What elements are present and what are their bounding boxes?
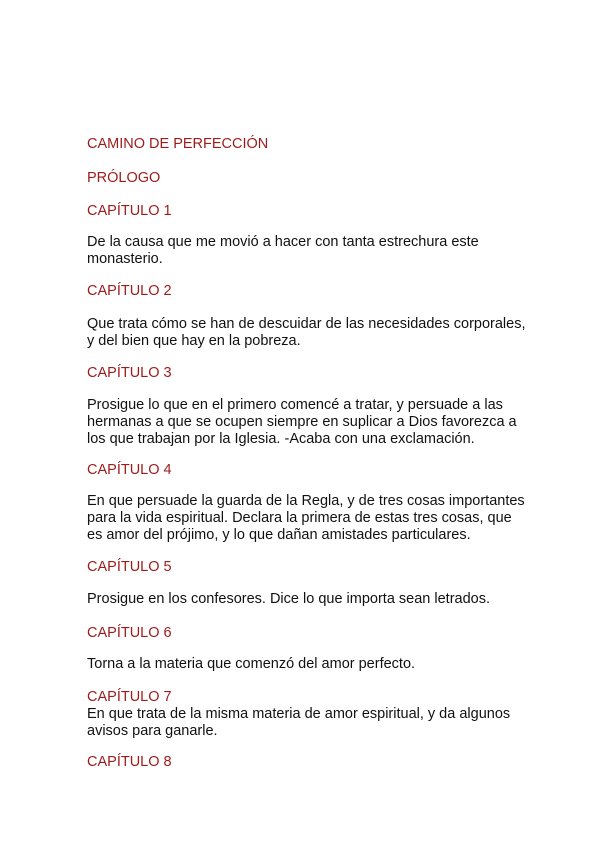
chapter-4-line-1: En que persuade la guarda de la Regla, y de tres cosas importantes <box>87 493 525 509</box>
chapter-6-line-1: Torna a la materia que comenzó del amor perfecto. <box>87 656 416 672</box>
chapter-1-line-2: monasterio. <box>87 251 163 267</box>
chapter-2-summary <box>87 316 527 350</box>
chapter-3-summary <box>87 397 527 448</box>
chapter-2-heading: CAPÍTULO 2 <box>87 283 172 299</box>
prologue-heading: PRÓLOGO <box>87 170 161 186</box>
chapter-4-line-2: para la vida espiritual. Declara la primera de estas tres cosas, que <box>87 510 512 526</box>
chapter-7-line-1: En que trata de la misma materia de amor espiritual, y da algunos <box>87 706 511 722</box>
chapter-2-line-2: y del bien que hay en la pobreza. <box>87 333 301 349</box>
chapter-7-summary <box>87 706 527 740</box>
chapter-4-line-3: es amor del prójimo, y lo que dañan amistades particulares. <box>87 527 471 543</box>
chapter-4-heading: CAPÍTULO 4 <box>87 462 172 478</box>
chapter-2-line-1: Que trata cómo se han de descuidar de las necesidades corporales, <box>87 316 526 332</box>
chapter-3-line-2: hermanas a que se ocupen siempre en suplicar a Dios favorezca a <box>87 414 517 430</box>
chapter-3-line-3: los que trabajan por la Iglesia. -Acaba con una exclamación. <box>87 431 475 447</box>
chapter-6-summary <box>87 656 527 673</box>
chapter-7-heading: CAPÍTULO 7 <box>87 689 172 705</box>
document-title: CAMINO DE PERFECCIÓN <box>87 136 269 152</box>
chapter-5-line-1: Prosigue en los confesores. Dice lo que importa sean letrados. <box>87 591 490 607</box>
chapter-1-line-1: De la causa que me movió a hacer con tanta estrechura este <box>87 234 479 250</box>
chapter-3-heading: CAPÍTULO 3 <box>87 365 172 381</box>
chapter-6-heading: CAPÍTULO 6 <box>87 625 172 641</box>
chapter-3-line-1: Prosigue lo que en el primero comencé a tratar, y persuade a las <box>87 397 503 413</box>
chapter-5-summary <box>87 591 527 608</box>
chapter-5-heading: CAPÍTULO 5 <box>87 559 172 575</box>
chapter-7-line-2: avisos para ganarle. <box>87 723 218 739</box>
chapter-8-heading: CAPÍTULO 8 <box>87 754 172 770</box>
chapter-1-heading: CAPÍTULO 1 <box>87 203 172 219</box>
chapter-4-summary <box>87 493 527 544</box>
chapter-1-summary <box>87 234 527 268</box>
